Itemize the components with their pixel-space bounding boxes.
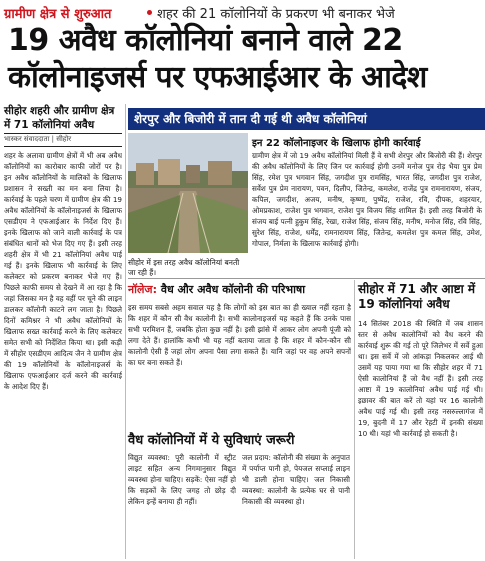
left-subhead: सीहोर शहरी और ग्रामीण क्षेत्र में 71 कॉलोनियां अवैध [4, 105, 115, 131]
sub-story-title: इन 22 कॉलोनाइजर के खिलाफ होगी कार्रवाई [252, 138, 421, 149]
facilities-column-2: जल प्रदाय: कॉलोनी की संख्या के अनुपात में पर्याप्त पानी हो, पेयजल सप्लाई लाइन भी डाली होना चाहिए। जल निकासी व्यवस्था: कालोनी के प्रत्येक घर से पानी निकासी की व्यवस्था हो। [242, 453, 350, 506]
facilities-column-1: विद्युत व्यवस्था: पूरी कालोनी में स्ट्रीट लाइट सहित अन्य निगमानुसार विद्युत व्यवस्था होना चाहिए। सड़कें: ऐसा नहीं हो कि सड़कों के लिए जगह तो छोड़ दी लेकिन इन्हें बनाया ही नहीं। [128, 453, 236, 506]
definition-body: इस समय सबसे अहम सवाल यह है कि लोगों को इस बात का ही ख्याल नहीं रहता है कि शहर में कौन सी वैध कालोनी है। सभी कालोनाइजर्स यह कहते हैं कि उनके पास सभी परमिशन हैं, जबकि होता कुछ नहीं है। इसी झांसे में आकर लोग अपनी पूंजी को लगा देते हैं। हालांकि कभी भी यह नहीं बताया जाता है कि शहर में कौन-कौन सी कालोनी ऐसी हैं जहां लोग अपना पैसा लगा सकते हैं। यानि जहां पर वह अपने सपनों का घर बना सकते हैं। [128, 303, 351, 367]
right-column-body: 14 सितंबर 2018 की स्थिति में जब शासन स्तर से अवैध कालोनियों को वैध करने की कार्रवाई शुरू की गई तो पूरे जिलेभर में सर्वे हुआ था। इस सर्वे में जो आंकड़ा निकलकर आई थी उसमें यह पाया गया था कि सीहोर शहर में 71 ऐसी कालोनियां हैं जो वैध नहीं हैं। इसी तरह आष्टा में 19 कालोनियां अवैध पाई गई थी। इछावर की बात करें तो यहां पर 16 कालोनी अवैध पाई गई थी। इसी तरह नसरुल्लागंज में 19, बुदनी में 17 और रेहटी में इनकी संख्या 10 थी। यहां भी कार्रवाई हो सकती है। [358, 319, 483, 438]
sub-story-body: ग्रामीण क्षेत्र में जो 19 अवैध कॉलोनियां मिली हैं वे सभी शेरपुर और बिजोरी की हैं। शेरपुर की अवैध कॉलोनियों के लिए जिन पर कार्रवाई होगी उनमें मनोज पुत्र रोड़ भैया पुत्र प्रेम सिंह, रमेश पुत्र भगवान सिंह, जगदीश पुत्र रामसिंह, भारत सिंह, जगदीश पुत्र राजेश, सर्वेश पुत्र प्रेम नारायण, पवन, दिलीप, जितेन्द्र, कमलेश, राजेंद्र पुत्र रामनारायण, संजय, कपिल, जगदीश, अजय, मनीष, कृष्णा, पुष्पेंद्र, राजेश, रवि, दीपक, शहरयार, ओमप्रकाश, राजेश पुत्र भगवान, राजेश पुत्र विजय सिंह शामिल हैं। इसी तरह बिजोरी के संजय बाई पत्नी हुकुम सिंह, रेखा, राजेश सिंह, संजय सिंह, मनीष, मनोज सिंह, रवि सिंह, सुरेश सिंह, राजेश, धर्मेंद्र, रामनारायण सिंह, जितेन्द्र, कमलेश पुत्र कमल सिंह, उमेश, गोपाल, निर्मला के खिलाफ कार्रवाई होगी। [252, 151, 482, 248]
strap-line [0, 0, 485, 24]
colony-photo-image [128, 133, 248, 253]
divider [128, 278, 485, 279]
strap-text: शहर की 21 कॉलोनियों के प्रकरण भी बनाकर भेजे [157, 7, 395, 22]
bullet-dot-icon [147, 10, 152, 15]
column-divider [125, 104, 126, 559]
headline-line-2: कॉलोनाइजर्स पर एफआईआर के आदेश [8, 60, 427, 95]
section-banner: शेरपुर और बिजोरी में तान दी गई थी अवैध कॉलोनियां [128, 108, 485, 130]
photo-caption: सीहोर में इस तरह अवैध कॉलोनियां बनती जा रही हैं। [128, 258, 240, 277]
divider [4, 133, 122, 134]
left-column-body: शहर के अलावा ग्रामीण क्षेत्रों में भी अब अवैध कॉलोनियों का कारोबार काफी जोरों पर है। इन अवैध कॉलोनियों के मालिकों के खिलाफ प्रशासन ने सख्ती का मन बना लिया है। कार्रवाई के पहले चरण में ग्रामीण क्षेत्र की 19 अवैध कॉलोनियों के कॉलोनाइजर्स के खिलाफ एसडीएम ने एफआईआर के निर्देश दिए हैं। इनके खिलाफ को जाने वाली कार्रवाई के पत्र संबंधित थानों को भेज दिए गए हैं। इसी तरह शहरी क्षेत्र में भी 21 कॉलोनियां अवैध पाई गई हैं। इनके खिलाफ भी कार्रवाई के लिए कलेक्टर को प्रकरण बनाकर भेजे गए हैं। पिछले काफी समय से देखने में आ रहा है कि जहां जिसका मन है वह वहीं पर चूने की लाइन डालकर कॉलोनी काटने लग जाता है। पिछले दिनों कमिश्नर ने भी अवैध कॉलोनियों के खिलाफ सख्त कार्रवाई करने के लिए कलेक्टर समेत सभी को निर्देशित किया था। इसी कड़ी में सीहोर एसडीएम आदित्य जैन ने ग्रामीण क्षेत्र की 19 कॉलोनियों के कॉलोनाइजर्स के खिलाफ एफआईआर दर्ज करने की कार्रवाई के आदेश दिए हैं। [4, 151, 122, 391]
divider [4, 146, 122, 147]
right-column-title: सीहोर में 71 और आष्टा में 19 कॉलोनियां अवैध [358, 282, 476, 311]
definition-heading [128, 282, 351, 297]
facilities-title: वैध कॉलोनियों में ये सुविधाएं जरूरी [128, 433, 295, 448]
column-divider [354, 280, 355, 559]
definition-lead: नॉलेज: [128, 283, 157, 296]
strap-tag: ग्रामीण क्षेत्र से शुरुआत [4, 7, 112, 22]
colony-photo [128, 133, 248, 253]
byline: भास्कर संवाददाता | सीहोर [4, 135, 72, 143]
headline-line-1: 19 अवैध कॉलोनियां बनाने वाले 22 [8, 23, 403, 58]
definition-title: वैध और अवैध कॉलोनी की परिभाषा [160, 283, 306, 296]
